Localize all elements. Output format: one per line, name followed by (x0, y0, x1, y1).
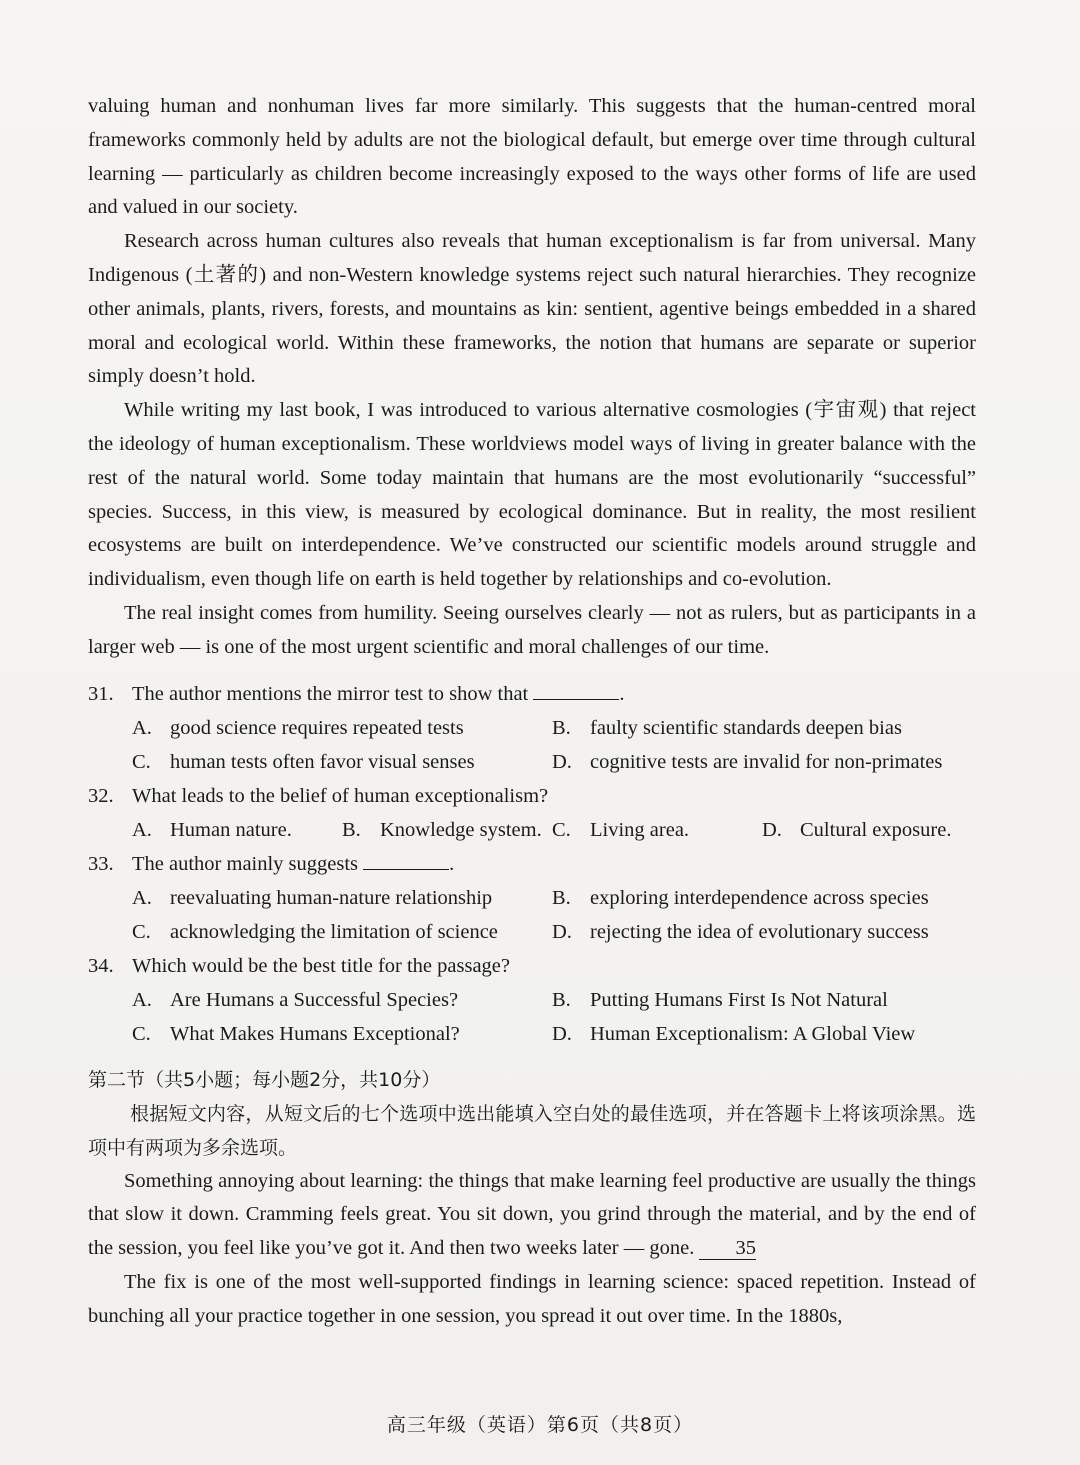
option-text: acknowledging the limitation of science (170, 920, 498, 943)
option-a (132, 711, 552, 745)
option-text: Knowledge system. (380, 818, 542, 841)
option-text: human tests often favor visual senses (170, 750, 475, 773)
option-d (552, 915, 972, 949)
option-letter: B. (552, 886, 571, 909)
passage-paragraph-4: The real insight comes from humility. Seeing ourselves clearly — not as rulers, but as participants in a larger web — is one of the most urgent scientific and moral challenges of our time. (88, 601, 976, 658)
question-stem-end: . (449, 852, 455, 875)
section-2-instruction: 根据短文内容，从短文后的七个选项中选出能填入空白处的最佳选项，并在答题卡上将该项涂黑。选项中有两项为多余选项。 (88, 1102, 976, 1159)
answer-blank (533, 679, 619, 700)
passage-paragraph-3: While writing my last book, I was introduced to various alternative cosmologies (宇宙观) that reject the ideology of human exceptionalism. These worldviews model ways of living in greater balance with the rest of the natural world. Some today maintain that humans are the most evolutionarily “successful” species. Success, in this view, is measured by ecological dominance. But in reality, the most resilient ecosystems are built on interdependence. We’ve constructed our scientific models around struggle and individualism, even though life on earth is held together by relationships and co-evolution. (88, 399, 976, 591)
question-number: 31. (88, 682, 114, 705)
option-letter: C. (132, 920, 151, 943)
option-letter: D. (552, 750, 572, 773)
option-letter: B. (342, 818, 361, 841)
question-stem (132, 847, 454, 881)
option-text: cognitive tests are invalid for non-primates (590, 750, 943, 773)
question-stem: What leads to the belief of human exceptionalism? (132, 784, 549, 807)
option-a (132, 813, 342, 847)
page-content (88, 90, 976, 1334)
option-text: What Makes Humans Exceptional? (170, 1022, 460, 1045)
option-text: Putting Humans First Is Not Natural (590, 988, 888, 1011)
question-33-options (88, 881, 976, 949)
option-letter: C. (132, 750, 151, 773)
option-letter: A. (132, 716, 152, 739)
section-2-paragraph-2: The fix is one of the most well-supported findings in learning science: spaced repetition. Instead of bunching all your practice together in one session, you spread it out over time. In the 1880s, (88, 1270, 976, 1327)
option-d (552, 745, 972, 779)
question-stem (132, 677, 625, 711)
option-c (132, 1017, 552, 1051)
option-text: Cultural exposure. (800, 818, 952, 841)
question-31-options (88, 711, 976, 779)
question-32 (88, 779, 976, 813)
option-text: reevaluating human-nature relationship (170, 886, 493, 909)
option-b (552, 711, 972, 745)
question-34-options (88, 983, 976, 1051)
passage-paragraph-1: valuing human and nonhuman lives far more similarly. This suggests that the human-centred moral frameworks commonly held by adults are not the biological default, but emerge over time through cultural learning — particularly as children become increasingly exposed to the ways other forms of life are used and valued in our society. (88, 95, 976, 219)
question-stem-end: . (619, 682, 625, 705)
option-text: Are Humans a Successful Species? (170, 988, 459, 1011)
option-letter: B. (552, 716, 571, 739)
option-text: Human Exceptionalism: A Global View (590, 1022, 916, 1045)
option-a (132, 983, 552, 1017)
answer-blank-35: 35 (699, 1237, 756, 1260)
question-34 (88, 949, 976, 983)
option-text: exploring interdependence across species (590, 886, 929, 909)
option-letter: D. (762, 818, 782, 841)
option-b (342, 813, 552, 847)
option-letter: B. (552, 988, 571, 1011)
option-d (552, 1017, 972, 1051)
option-text: rejecting the idea of evolutionary success (590, 920, 929, 943)
question-list (88, 677, 976, 1051)
section-2-paragraph-1-text: Something annoying about learning: the things that make learning feel productive are usually the things that slow it down. Cramming feels great. You sit down, you grind through the material, and by the end of the session, you feel like you’ve got it. And then two weeks later — gone. (88, 1169, 976, 1260)
question-32-options (88, 813, 976, 847)
option-letter: C. (132, 1022, 151, 1045)
answer-blank (363, 849, 449, 870)
option-text: Human nature. (170, 818, 292, 841)
option-text: Living area. (590, 818, 690, 841)
option-letter: D. (552, 1022, 572, 1045)
question-stem-text: The author mentions the mirror test to show that (132, 682, 529, 705)
question-stem: Which would be the best title for the passage? (132, 954, 510, 977)
option-text: good science requires repeated tests (170, 716, 464, 739)
passage-paragraph-2: Research across human cultures also reveals that human exceptionalism is far from universal. Many Indigenous (土著的) and non-Western knowledge systems reject such natural hierarchies. They recognize other animals, plants, rivers, forests, and mountains as kin: sentient, agentive beings embedded in a shared moral and ecological world. Within these frameworks, the notion that humans are separate or superior simply doesn’t hold. (88, 230, 976, 388)
option-a (132, 881, 552, 915)
option-letter: D. (552, 920, 572, 943)
page-footer: 高三年级（英语）第6页（共8页） (386, 1414, 694, 1436)
question-number: 33. (88, 852, 114, 875)
question-number: 34. (88, 954, 114, 977)
section-2-heading: 第二节（共5小题；每小题2分，共10分） (88, 1068, 441, 1091)
question-stem-text: The author mainly suggests (132, 852, 359, 875)
question-31 (88, 677, 976, 711)
option-letter: A. (132, 988, 152, 1011)
question-33 (88, 847, 976, 881)
option-c (552, 813, 762, 847)
question-number: 32. (88, 784, 114, 807)
section-2-paragraph-1 (88, 1165, 976, 1266)
option-c (132, 915, 552, 949)
option-letter: C. (552, 818, 571, 841)
option-b (552, 983, 972, 1017)
option-text: faulty scientific standards deepen bias (590, 716, 902, 739)
option-d (762, 813, 972, 847)
option-c (132, 745, 552, 779)
option-letter: A. (132, 818, 152, 841)
option-b (552, 881, 972, 915)
option-letter: A. (132, 886, 152, 909)
